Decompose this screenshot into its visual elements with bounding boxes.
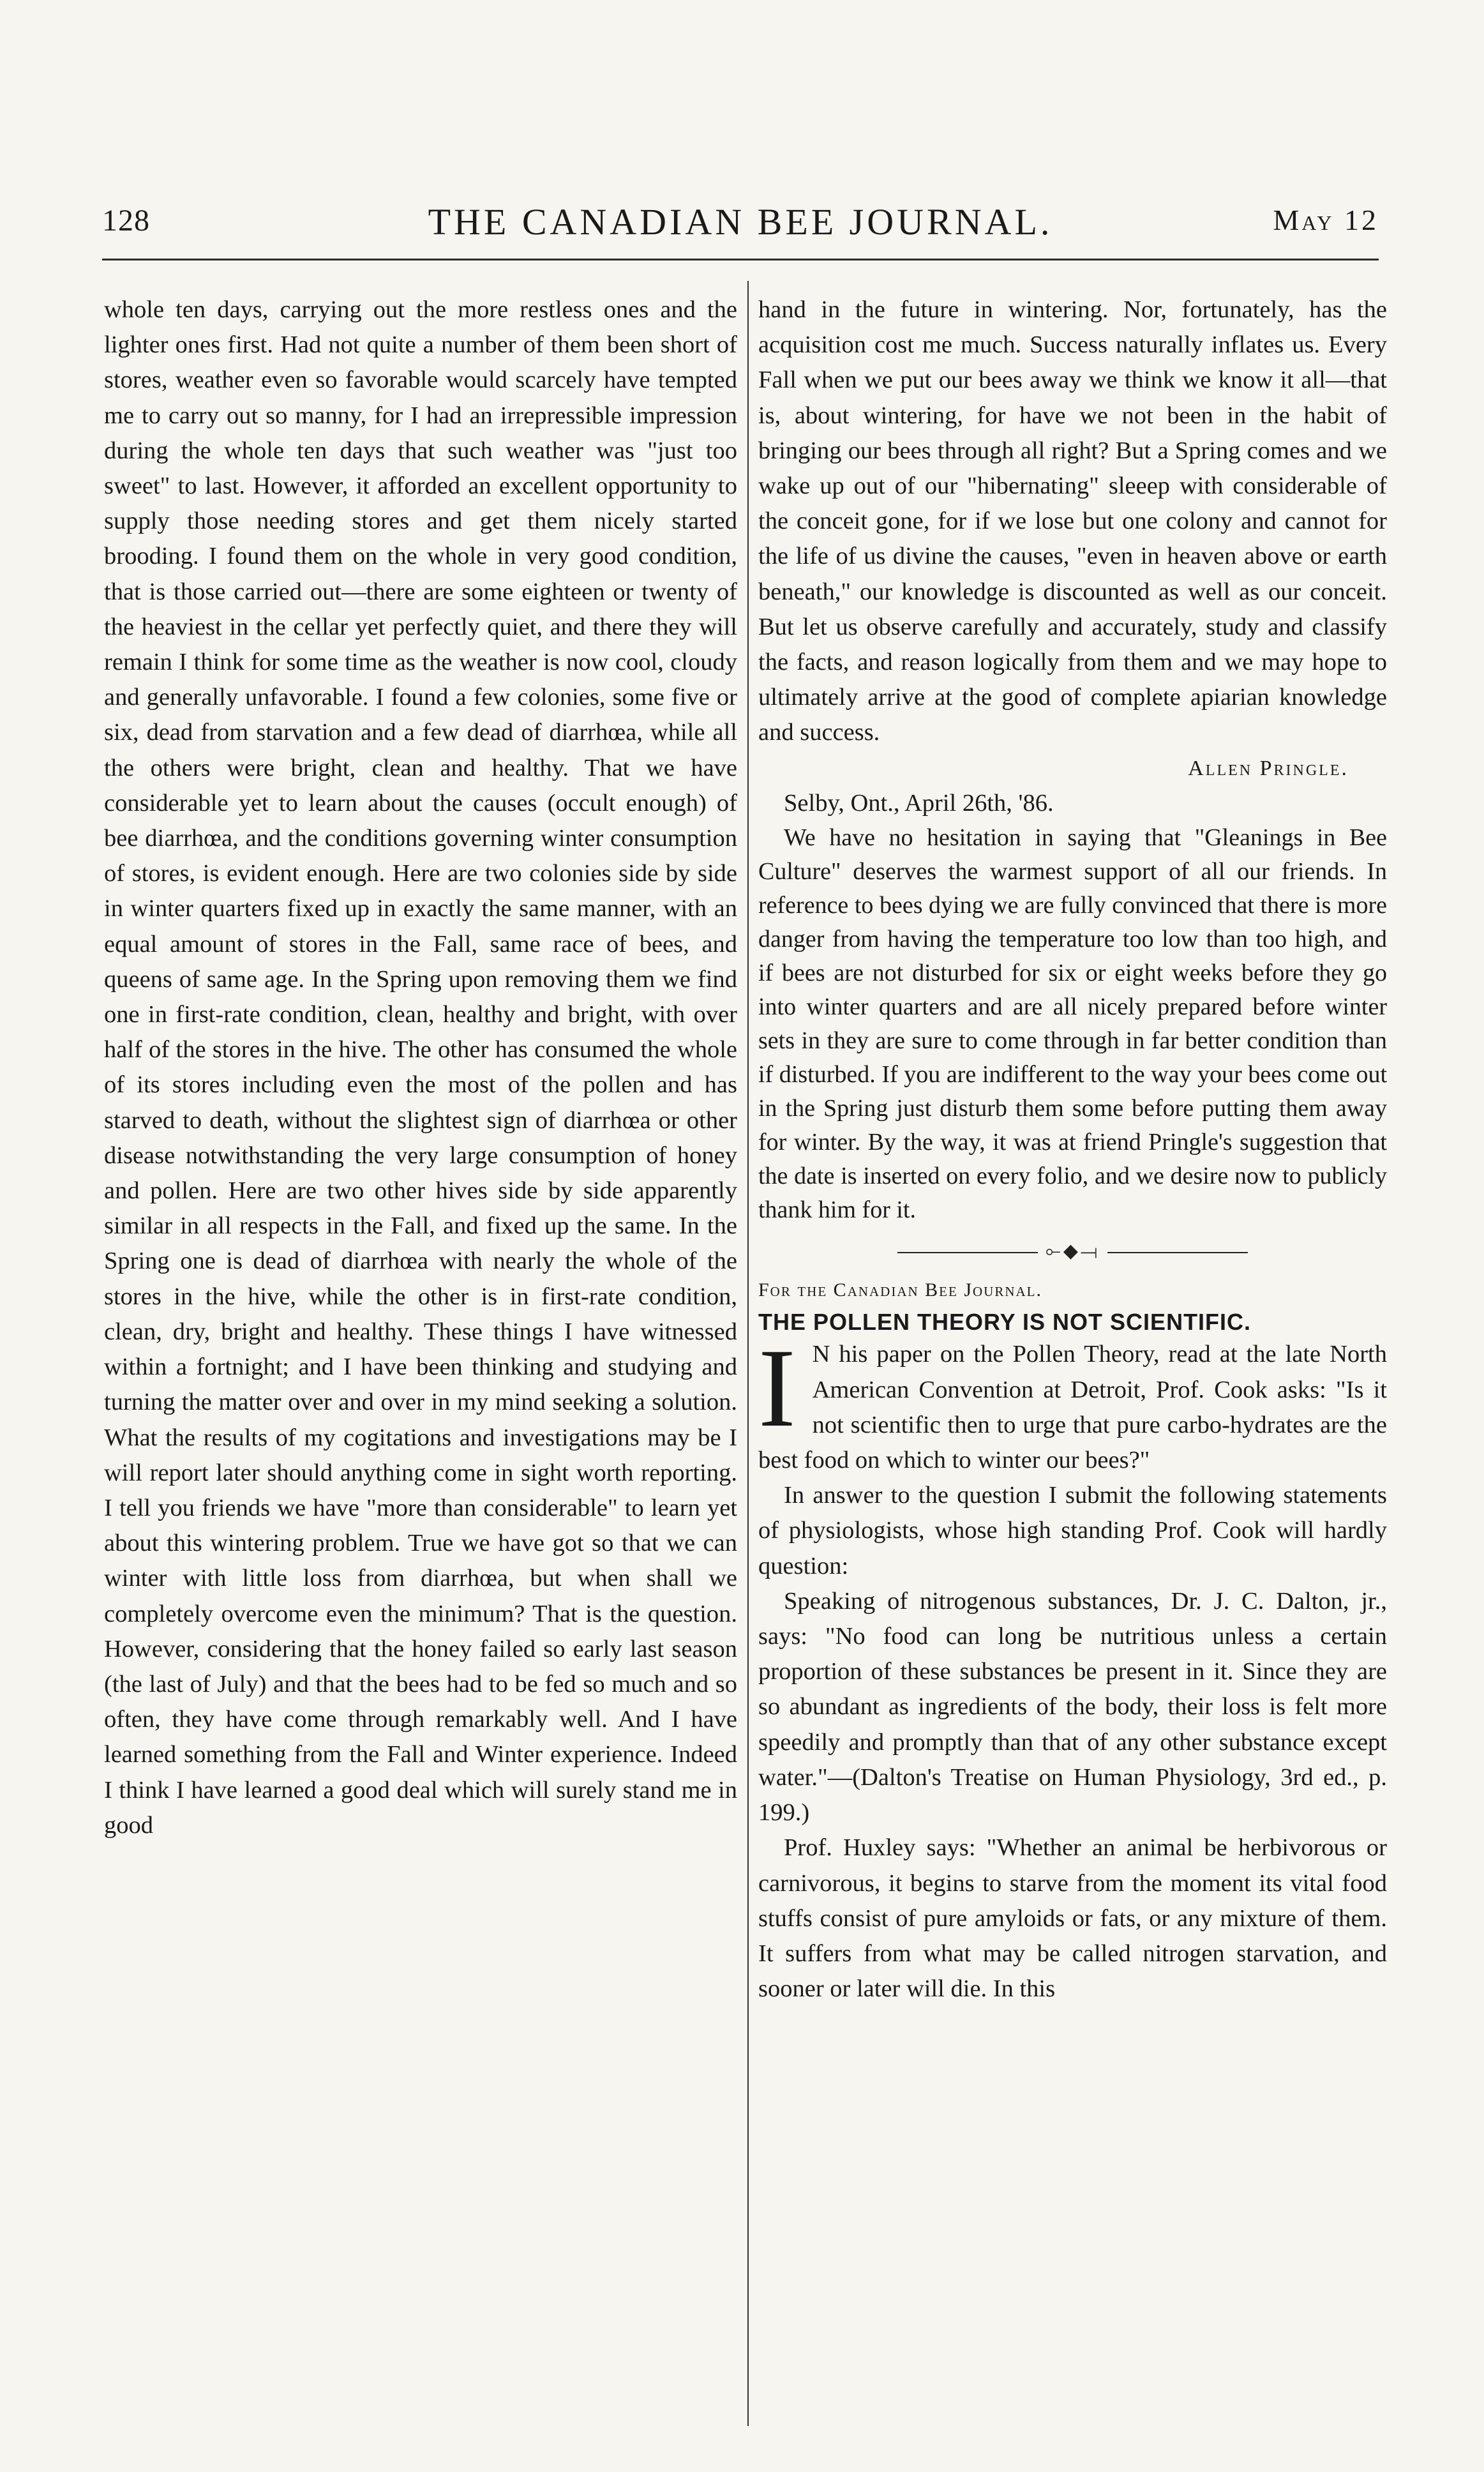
issue-date: May 12 [1273, 204, 1379, 236]
continued-article-text: hand in the future in wintering. Nor, fortunately, has the acquisition cost me much. Success naturally inflates us. Every Fall when we put our bees away we think we know it all—that is, about wintering, for have we not been in the habit of bringing our bees through all right? But a Spring comes and we wake up out of our "hibernating" sleeep with considerable of the conceit gone, for if we lose but one colony and cannot for the life of us divine the causes, "even in heaven above or earth beneath," our knowledge is discounted as well as our conceit. But let us observe carefully and accurately, study and classify the facts, and reason logically from them and we may hope to ultimately arrive at the good of complete apiarian knowledge and success. [758, 296, 1387, 746]
article-paragraph-2: In answer to the question I submit the following statements of physiologists, whose high standing Prof. Cook will hardly question: [758, 1482, 1387, 1579]
page-header [102, 203, 1379, 254]
article-paragraph-4: Prof. Huxley says: "Whether an animal be herbivorous or carnivorous, it begins to starve from the moment its vital food stuffs consist of pure amyloids or fats, or any mixture of them. It suffers from what may be called nitrogen starvation, and sooner or later will die. In this [758, 1834, 1387, 2003]
separator-ornament: ⟜◆⟞ [1045, 1240, 1100, 1262]
section-separator [758, 1233, 1387, 1269]
separator-line-left [897, 1252, 1038, 1253]
article-title: THE POLLEN THEORY IS NOT SCIENTIFIC. [758, 1309, 1252, 1336]
editorial-note: We have no hesitation in saying that "Gleanings in Bee Culture" deserves the warmest support of all our friends. In reference to bees dying we are fully convinced that there is more danger from having the temperature too low than too high, and if bees are not disturbed for six or eight weeks before they go into winter quarters and are all nicely prepared before winter sets in they are sure to come through in far better condition than if disturbed. If you are indifferent to the way your bees come out in the Spring just disturb them some before putting them away for winter. By the way, it was at friend Pringle's suggestion that the date is inserted on every folio, and we desire now to publicly thank him for it. [758, 824, 1387, 1224]
right-column [758, 292, 1387, 2007]
author-signature: Allen Pringle. [1188, 756, 1349, 780]
for-journal-line: For the Canadian Bee Journal. [758, 1279, 1043, 1301]
separator-line-right [1107, 1252, 1248, 1253]
journal-title: THE CANADIAN BEE JOURNAL. [428, 201, 1053, 243]
left-column [104, 292, 737, 1843]
column-divider [747, 281, 749, 2426]
article-paragraph-1 [758, 1326, 1387, 1478]
drop-cap: I [758, 1326, 796, 1451]
page-number: 128 [102, 204, 150, 237]
dateline: Selby, Ont., April 26th, '86. [784, 789, 1054, 817]
article-paragraph-1-text: N his paper on the Pollen Theory, read at the late North American Convention at Detroit, Prof. Cook asks: "Is it not scientific then to urge that pure carbo-hydrates are the best food on which to winter our bees?" [758, 1341, 1387, 1474]
left-column-text: whole ten days, carrying out the more restless ones and the lighter ones first. Had not quite a number of them been short of stores, weather even so favorable would scarcely have tempted me to carry out so manny, for I had an irrepressible impression during the whole ten days that such weather was "just too sweet" to last. However, it afforded an excellent opportunity to supply those needing stores and get them nicely started brooding. I found them on the whole in very good condition, that is those carried out—there are some eighteen or twenty of the heaviest in the cellar yet perfectly quiet, and there they will remain I think for some time as the weather is now cool, cloudy and generally unfavorable. I found a few colonies, some five or six, dead from starvation and a few dead of diarrhœa, while all the others were bright, clean and healthy. That we have considerable yet to learn about the causes (occult enough) of bee diarrhœa, and the conditions governing winter consumption of stores, is evident enough. Here are two colonies side by side in winter quarters fixed up in exactly the same manner, with an equal amount of stores in the Fall, same race of bees, and queens of same age. In the Spring upon removing them we find one in first-rate condition, clean, healthy and bright, with over half of the stores in the hive. The other has consumed the whole of its stores including even the most of the pollen and has starved to death, without the slightest sign of diarrhœa or other disease notwithstanding the very large consumption of honey and pollen. Here are two other hives side by side apparently similar in all respects in the Fall, and fixed up the same. In the Spring one is dead of diarrhœa with nearly the whole of the stores in the hive, while the other is in first-rate condition, clean, dry, bright and healthy. These things I have witnessed within a fortnight; and I have been thinking and studying and turning the matter over and over in my mind seeking a solution. What the results of my cogitations and investigations may be I will report later should anything come in sight worth reporting. I tell you friends we have "more than considerable" to learn yet about this wintering problem. True we have got so that we can winter with little loss from diarrhœa, but when shall we completely overcome even the minimum? That is the question. However, considering that the honey failed so early last season (the last of July) and that the bees had to be fed so much and so often, they have come through remarkably well. And I have learned something from the Fall and Winter experience. Indeed I think I have learned a good deal which will surely stand me in good [104, 296, 737, 1839]
article-paragraph-3: Speaking of nitrogenous substances, Dr. J. C. Dalton, jr., says: "No food can long be nutritious unless a certain proportion of these substances be present in it. Since they are so abundant as ingredients of the body, their loss is felt more speedily and promptly than that of any other substance except water."—(Dalton's Treatise on Human Physiology, 3rd ed., p. 199.) [758, 1587, 1387, 1827]
header-rule [102, 259, 1379, 260]
